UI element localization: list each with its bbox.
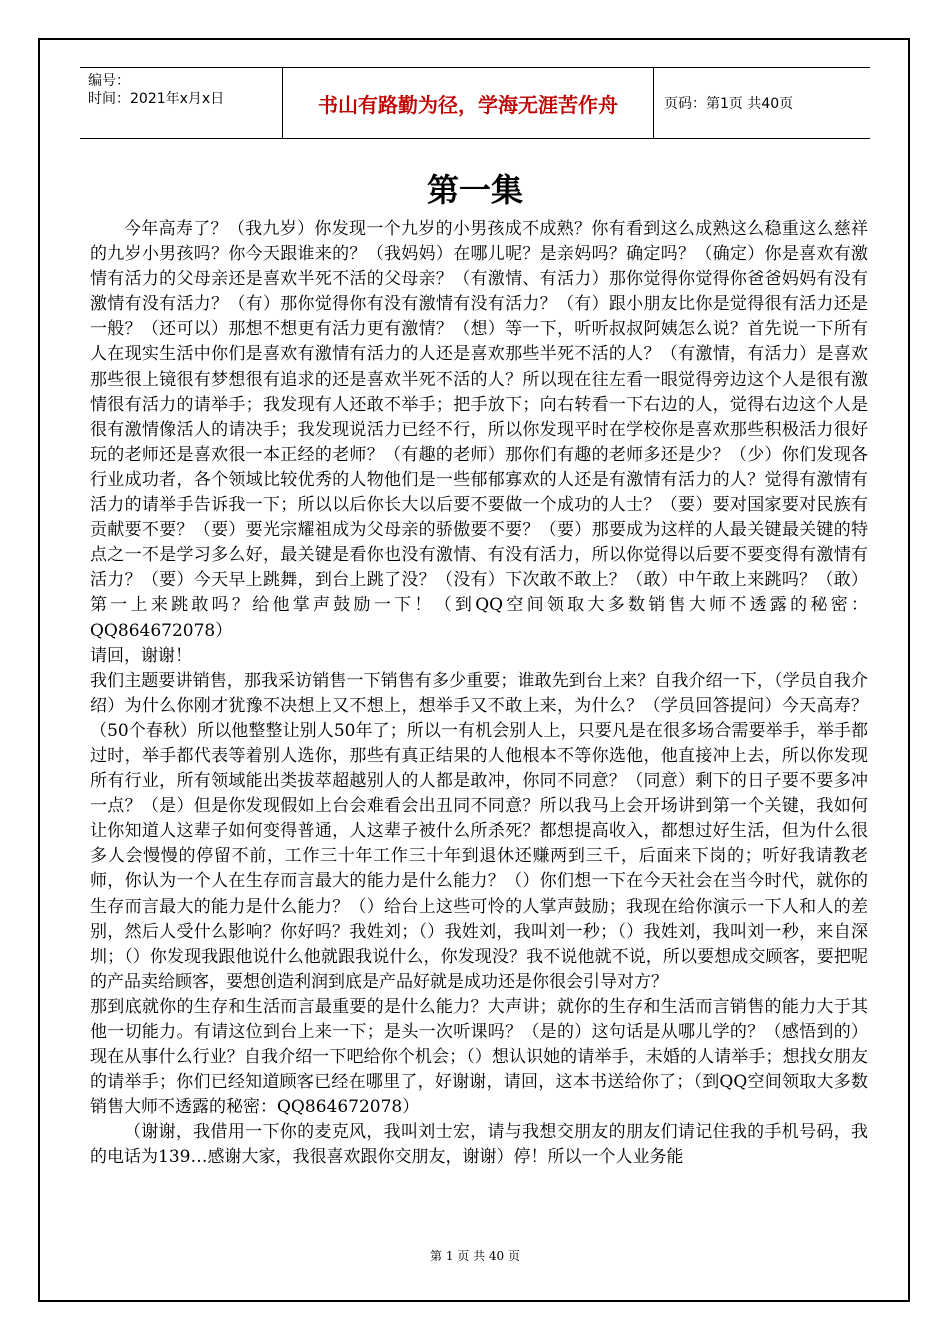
header-page-info: 页码：第1页 共40页 <box>664 96 794 112</box>
header-motto: 书山有路勤为径，学海无涯苦作舟 <box>282 68 654 138</box>
document-title: 第一集 <box>426 171 523 209</box>
paragraph: 我们主题要讲销售，那我采访销售一下销售有多少重要；谁敢先到台上来？自我介绍一下，（学员自我介绍）为什么你刚才犹豫不决想上又不想上，想举手又不敢上来，为什么？（学员回答提问）今天高寿？（50个春秋）所以他整整让别人50年了；所以一有机会别人上，只要凡是在很多场合需要举手，举手都过时，举手都代表等着别人选你，那些有真正结果的人他根本不等你选他，他直接冲上去，所以你发现所有行业，所有领域能出类拔萃超越别人的人都是敢冲，你同不同意？（同意）剩下的日子要不要多冲一点？（是）但是你发现假如上台会难看会出丑同不同意？所以我马上会开场讲到第一个关键，我如何让你知道人这辈子如何变得普通，人这辈子被什么所杀死？都想提高收入，都想过好生活，但为什么很多人会慢慢的停留不前，工作三十年工作三十年到退休还赚两到三千，后面来下岗的；听好我请教老师，你认为一个人在生存而言最大的能力是什么能力？（）你们想一下在今天社会在当今时代，就你的生存而言最大的能力是什么能力？（）给台上这些可怜的人掌声鼓励；我现在给你演示一下人和人的差别，然后人受什么影响？你好吗？我姓刘；（）我姓刘，我叫刘一秒；（）我姓刘，我叫刘一秒，来自深圳；（）你发现我跟他说什么他就跟我说什么，你发现没？我不说他就不说，所以要想成交顾客，要把呢的产品卖给顾客，要想创造利润到底是产品好就是成功还是你很会引导对方？ <box>90 670 868 992</box>
page-footer: 第 1 页 共 40 页 <box>430 1249 520 1263</box>
header-meta <box>88 72 278 134</box>
number-label: 编号： <box>88 73 130 89</box>
paragraph: 请回，谢谢！ <box>90 645 192 666</box>
paragraph: 那到底就你的生存和生活而言最重要的是什么能力？大声讲；就你的生存和生活而言销售的能力大于其他一切能力。有请这位到台上来一下；是头一次听课吗？（是的）这句话是从哪儿学的？（感悟到的）现在从事什么行业？自我介绍一下吧给你个机会；（）想认识她的请举手，未婚的人请举手；想找女朋友的请举手；你们已经知道顾客已经在哪里了，好谢谢，请回，这本书送给你了；（到QQ空间领取大多数销售大师不透露的秘密：QQ864672078） <box>90 996 868 1118</box>
page-header <box>80 67 870 139</box>
paragraph: 今年高寿了？（我九岁）你发现一个九岁的小男孩成不成熟？你有看到这么成熟这么稳重这么慈祥的九岁小男孩吗？你今天跟谁来的？（我妈妈）在哪儿呢？是亲妈吗？确定吗？（确定）你是喜欢有激情有活力的父母亲还是喜欢半死不活的父母亲？（有激情、有活力）那你觉得你觉得你爸爸妈妈有没有激情有没有活力？（有）那你觉得你有没有激情有没有活力？（有）跟小朋友比你是觉得很有活力还是一般？（还可以）那想不想更有活力更有激情？（想）等一下，听听叔叔阿姨怎么说？首先说一下所有人在现实生活中你们是喜欢有激情有活力的人还是喜欢那些半死不活的人？（有激情，有活力）是喜欢那些很上镜很有梦想很有追求的还是喜欢半死不活的人？所以现在往左看一眼觉得旁边这个人是很有激情很有活力的请举手；我发现有人还敢不举手；把手放下；向右转看一下右边的人，觉得右边这个人是很有激情像活人的请决手；我发现说活力已经不行，所以你发现平时在学校你是喜欢那些积极活力很好玩的老师还是喜欢很一本正经的老师？（有趣的老师）那你们有趣的老师多还是少？（少）你们发现各行业成功者，各个领域比较优秀的人物他们是一些郁郁寡欢的人还是有激情有活力的人？觉得有激情有活力的请举手告诉我一下；所以以后你长大以后要不要做一个成功的人士？（要）要对国家要对民族有贡献要不要？（要）要光宗耀祖成为父母亲的骄傲要不要？（要）那要成为这样的人最关键最关键的特点之一不是学习多么好，最关键是看你也没有激情、有没有活力，所以你觉得以后要不要变得有激情有活力？（要）今天早上跳舞，到台上跳了没？（没有）下次敢不敢上？（敢）中午敢上来跳吗？（敢）第一上来跳敢吗？给他掌声鼓励一下！（到QQ空间领取大多数销售大师不透露的秘密：QQ864672078） <box>90 219 868 641</box>
document-body <box>90 217 868 1252</box>
paragraph: （谢谢，我借用一下你的麦克风，我叫刘士宏，请与我想交朋友的朋友们请记住我的手机号码，我的电话为139…感谢大家，我很喜欢跟你交朋友，谢谢）停！所以一个人业务能 <box>90 1122 868 1168</box>
time-label: 时间：2021年x月x日 <box>88 91 225 107</box>
